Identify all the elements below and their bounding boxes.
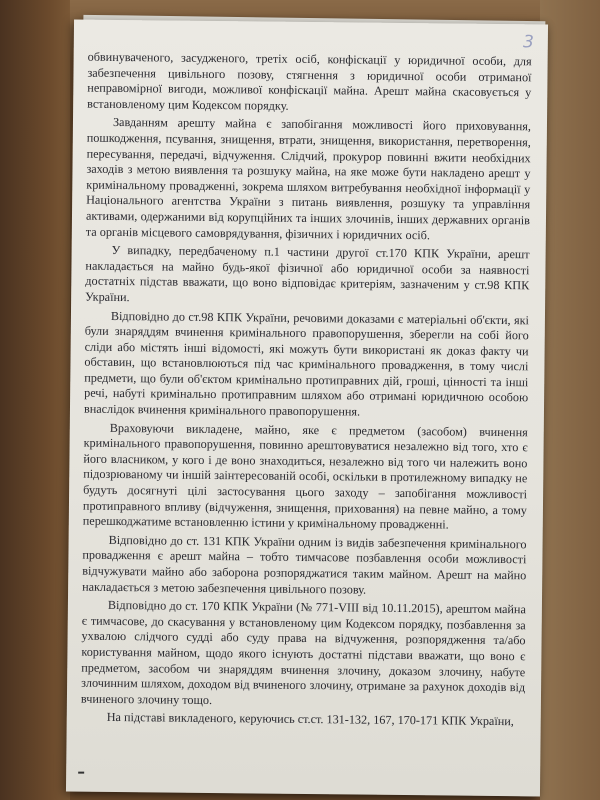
paragraph-arrest-purpose: Завданням арешту майна є запобігання можливості його приховування, пошкодження, псування, знищення, втрати, знищення, використання, перетворення, пересування, передачі, відчуження. Слідчий, прокурор повинні вжити необхідних заходів з метою виявлення та розшуку майна, на яке може бути накладено арешт у кримінальному провадженні, зокрема шляхом витребування необхідної інформації у Національного агентства України з питань виявлення, розшуку та управління активами, одержаними від корупційних та інших злочинів, інших державних органів та органів місцевого самоврядування, фізичних і юридичних осіб. <box>85 115 532 242</box>
document-body <box>81 50 532 734</box>
table-surface-left <box>0 0 70 800</box>
paragraph-continuation: обвинуваченого, засудженого, третіх осіб, конфіскації у юридичної особи, для забезпечення цивільного позову, стягнення з юридичної особи отриманої неправомірної вигоди, можливої конфіскації майна. Арешт майна скасовується у встановленому цим Кодексом порядку. <box>87 49 532 113</box>
document-page <box>66 20 548 797</box>
paragraph-art170-case: У випадку, передбаченому п.1 частини другої ст.170 КПК України, арешт накладається на майно будь-якої фізичної або юридичної особи за наявності достатніх підстав вважати, що воно відповідає критеріям, зазначеним у ст.98 КПК України. <box>85 243 530 305</box>
paragraph-conclusion: На підставі викладеного, керуючись ст.ст. 131-132, 167, 170-171 КПК України, <box>106 710 514 729</box>
paragraph-art98-evidence: Відповідно до ст.98 КПК України, речовими доказами є матеріальні об'єкти, які були знаряддям вчинення кримінального правопорушення, зберегли на собі його сліди або містять інші відомості, які можуть бути використані як доказ факту чи обставин, що встановлюються під час кримінального провадження, в тому числі предмети, що були об'єктом кримінально протиправних дій, гроші, цінності та інші речі, набуті кримінально протиправним шляхом або отримані юридичною особою внаслідок вчинення кримінального правопорушення. <box>83 308 530 419</box>
paragraph-art131: Відповідно до ст. 131 КПК України одним із видів забезпечення кримінального провадження є арешт майна – тобто тимчасове позбавлення особи можливості відчужувати майно або заборона розпоряджатися таким майном. Арешт на майно накладається з метою забезпечення цивільного позову. <box>82 532 527 597</box>
paragraph-art170-definition: Відповідно до ст. 170 КПК України (№ 771-VIII від 10.11.2015), арештом майна є тимчасове, до скасування у встановленому цим Кодексом порядку, позбавлення за ухвалою слідчого судді або суду права на відчуження, розпорядження та/або користування майном, щодо якого існують достатні підстави вважати, що воно є предметом, засобом чи знаряддям вчинення злочину, доказом злочину, набуте злочинним шляхом, доходом від вчиненого злочину, отримане за рахунок доходів від вчиненого злочину тощо. <box>80 598 526 707</box>
paragraph-considering: Враховуючи викладене, майно, яке є предметом (засобом) вчинення кримінального правопорушення, повинно арештовуватися незалежно від того, хто є його власником, у кого і де воно знаходиться, незалежно від того чи належить воно підозрюваному чи іншій заінтересованій особі, оскільки в протилежному випадку не будуть досягнуті цілі застосування цього заходу – запобігання можливості протиправного впливу (відчуження, знищення, приховання) на певне майно, а тому перешкоджатиме встановленню істини у кримінальному провадженні. <box>82 420 528 532</box>
handwritten-page-number: 3 <box>522 32 534 53</box>
stray-mark <box>78 772 84 774</box>
table-surface-right <box>540 0 600 800</box>
